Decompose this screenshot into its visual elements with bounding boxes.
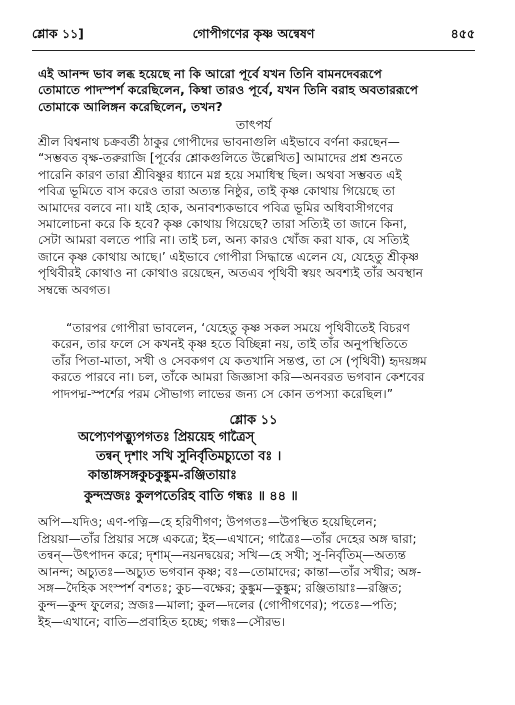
synonyms-paragraph <box>38 514 469 630</box>
text-line: পাদপদ্ম-স্পর্শের পরম সৌভাগ্য লাভের জন্য সে কোন তপস্যা করেছিল।” <box>52 386 394 401</box>
text-line: শ্রীল বিশ্বনাথ চক্রবর্তী ঠাকুর গোপীদের ভাবনাগুলি এইভাবে বর্ণনা করছেন— <box>38 135 400 149</box>
verse-line: অপ্যেণপত্ন্যুপগতঃ প্রিয়য়েহ গাত্রৈস্ <box>78 430 255 445</box>
text-line: পৃথিবীরই কোথাও না কোথাও রয়েছেন, অতএব পৃথিবী স্বয়ং অবশ্যই তাঁর অবস্থান <box>38 266 424 281</box>
purport-paragraph-2 <box>38 320 469 402</box>
verse-line: কান্তাঙ্গসঙ্গকুচকুঙ্কুম-রঞ্জিতায়াঃ <box>88 468 237 483</box>
header-rule <box>32 50 475 51</box>
text-line: তাঁর পিতা-মাতা, সখী ও সেবকগণ যে কতখানি সন্তপ্ত, তা সে (পৃথিবী) হৃদয়ঙ্গম <box>52 353 427 368</box>
verse-line: কুন্দস্রজঃ কুলপতেরিহ বাতি গন্ধঃ ॥ ৪৪ ॥ <box>84 489 298 504</box>
text-line: সঙ্গ—দৈহিক সংস্পর্শ বশতঃ; কুচ—বক্ষের; কুঙ্কুম—কুঙ্কুম; রঞ্জিতায়াঃ—রঞ্জিত; <box>38 581 402 596</box>
text-line: অপি—যদিও; এণ-পত্নি—হে হরিণীগণ; উপগতঃ—উপস্থিত হয়েছিলেন; <box>38 515 377 529</box>
purport-heading: তাৎপর্য <box>235 117 272 132</box>
text-line: পারেনি কারণ তারা শ্রীবিষ্ণুর ধ্যানে মগ্ন হয়ে সমাধিস্থ ছিল। অথবা সম্ভবত এই <box>38 167 402 182</box>
text-line: সমালোচনা করে কি হবে? কৃষ্ণ কোথায় গিয়েছে? তারা সত্যিই তা জানে কিনা, <box>38 217 408 232</box>
question-paragraph <box>38 66 469 115</box>
text-line: তোমাকে আলিঙ্গন করেছিলেন, তখন? <box>38 99 223 114</box>
text-line: পবিত্র ভূমিতে বাস করেও তারা অত্যন্ত নিষ্ঠুর, তাই কৃষ্ণ কোথায় গিয়েছে তা <box>38 184 396 199</box>
text-line: জানে কৃষ্ণ কোথায় আছে।’ এইভাবে গোপীরা সিদ্ধান্তে এলেন যে, যেহেতু শ্রীকৃষ্ণ <box>38 249 420 264</box>
purport-paragraph <box>38 134 469 298</box>
text-line: প্রিয়য়া—তাঁর প্রিয়ার সঙ্গে একত্রে; ইহ—এখানে; গাত্রৈঃ—তাঁর দেহের অঙ্গ দ্বারা; <box>38 531 417 546</box>
text-line: সেটা আমরা বলতে পারি না। তাই চল, অন্য কারও খোঁজ করা যাক, যে সত্যিই <box>38 233 410 248</box>
text-line: “তারপর গোপীরা ভাবলেন, ‘যেহেতু কৃষ্ণ সকল সময়ে পৃথিবীতেই বিচরণ <box>66 321 410 335</box>
text-line: কুন্দ—কুন্দ ফুলের; স্রজঃ—মালা; কুল—দলের (গোপীগণের); পতেঃ—পতি; <box>38 597 398 612</box>
verse-heading: শ্লোক ১১ <box>229 413 278 428</box>
text-line: তোমাতে পাদস্পর্শ করেছিলেন, কিম্বা তারও পূর্বে, যখন তিনি বরাহ অবতাররূপে <box>38 83 418 98</box>
page-number: ৪৫৫ <box>450 26 475 41</box>
page-header <box>32 26 475 48</box>
text-line: সম্বন্ধে অবগত। <box>38 282 111 297</box>
verse-reference: শ্লোক ১১] <box>32 26 84 41</box>
text-line: এই আনন্দ ভাব লব্ধ হয়েছে না কি আরো পূর্বে যখন তিনি বামনদেবরূপে <box>38 67 382 81</box>
text-line: ইহ—এখানে; বাতি—প্রবাহিত হচ্ছে; গন্ধঃ—সৌরভ। <box>38 614 286 629</box>
text-line: তন্বন্—উৎপাদন করে; দৃশাম্—নয়নদ্বয়ের; সখি—হে সখী; সু-নির্বৃতিম্—অত্যন্ত <box>38 548 407 563</box>
text-line: আনন্দ; অচ্যুতঃ—অচ্যুত ভগবান কৃষ্ণ; বঃ—তোমাদের; কান্তা—তাঁর সখীর; অঙ্গ- <box>38 564 422 579</box>
chapter-title: গোপীগণের কৃষ্ণ অন্বেষণ <box>192 26 315 41</box>
verse-line: তন্বন্ দৃশাং সখি সুনির্বৃতিমচ্যুতো বঃ । <box>96 449 282 464</box>
text-line: “সম্ভবত বৃক্ষ-তরুরাজি [পূর্বের শ্লোকগুলিতে উল্লেখিত] আমাদের প্রশ্ন শুনতে <box>38 151 403 166</box>
text-line: করতে পারবে না। চল, তাঁকে আমরা জিজ্ঞাসা করি—অনবরত ভগবান কেশবের <box>52 370 425 385</box>
text-line: করেন, তার ফলে সে কখনই কৃষ্ণ হতে বিচ্ছিন্না নয়, তাই তাঁর অনুপস্থিতিতে <box>52 337 408 352</box>
text-line: আমাদের বলবে না। যাই হোক, অনাবশ্যকভাবে পবিত্র ভূমির অধিবাসীগণের <box>38 200 394 215</box>
